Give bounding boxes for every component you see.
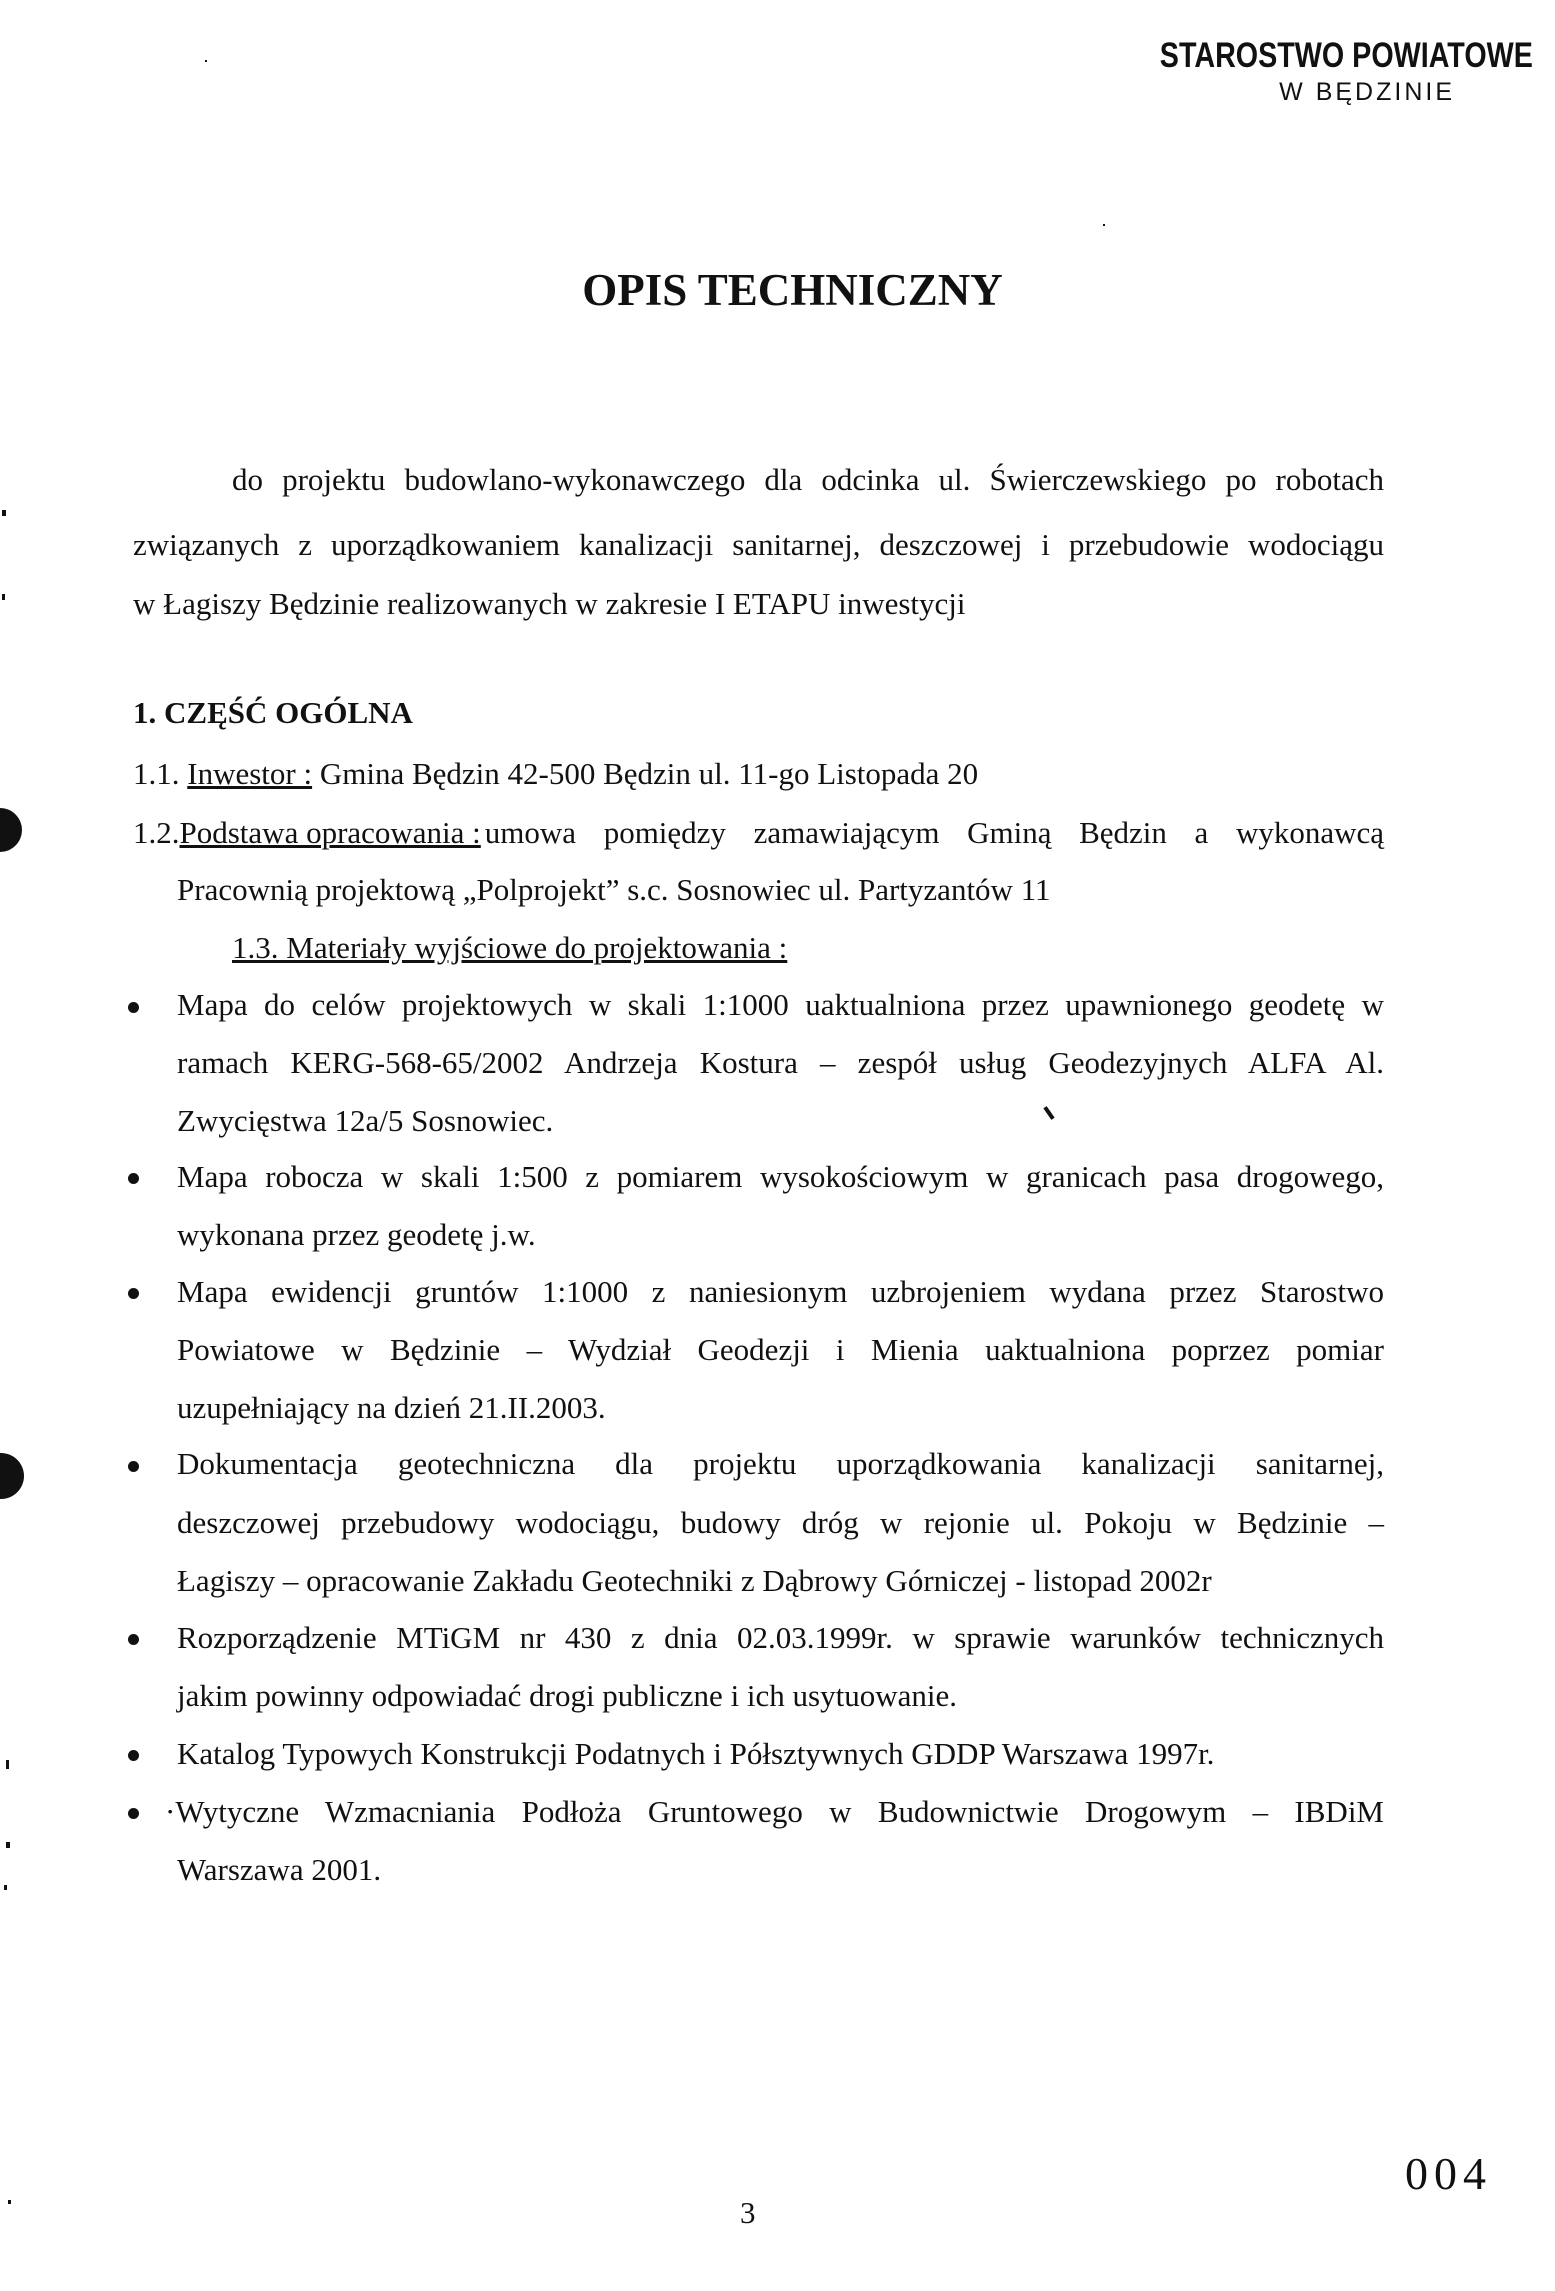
bullet-dot — [128, 1002, 139, 1013]
list-item-line: Dokumentacja geotechniczna dla projektu uporządkowania kanalizacji sanitarnej, — [177, 1446, 1384, 1481]
page-number: 3 — [740, 2195, 756, 2230]
list-item-line: Mapa ewidencji gruntów 1:1000 z naniesionym uzbrojeniem wydana przez Starostwo — [177, 1274, 1384, 1309]
document-title: OPIS TECHNICZNY — [582, 265, 1003, 315]
punch-hole-mark — [0, 1453, 24, 1499]
list-item-line: Mapa robocza w skali 1:500 z pomiarem wysokościowym w granicach pasa drogowego, — [177, 1159, 1384, 1194]
list-item-line: jakim powinny odpowiadać drogi publiczne i ich usytuowanie. — [177, 1678, 957, 1713]
list-item-line: uzupełniający na dzień 21.II.2003. — [177, 1390, 606, 1425]
stamp-office-location: W BĘDZINIE — [1279, 78, 1455, 106]
list-item-line: Łagiszy – opracowanie Zakładu Geotechniki z Dąbrowy Górniczej - listopad 2002r — [177, 1563, 1212, 1598]
item-number: 1.2. — [133, 815, 180, 850]
scan-speck — [2, 510, 6, 516]
scan-speck — [1103, 224, 1105, 226]
list-item-line: Mapa do celów projektowych w skali 1:1000 uaktualniona przez upawnionego geodetę w — [177, 987, 1384, 1022]
list-item-line: Zwycięstwa 12a/5 Sosnowiec. — [177, 1103, 554, 1138]
list-item-line: Rozporządzenie MTiGM nr 430 z dnia 02.03.1999r. w sprawie warunków technicznych — [177, 1620, 1384, 1655]
list-item-line: ramach KERG-568-65/2002 Andrzeja Kostura – zespół usług Geodezyjnych ALFA Al. — [177, 1045, 1384, 1080]
item-basis-line-2: Pracownią projektową „Polprojekt” s.c. Sosnowiec ul. Partyzantów 11 — [177, 872, 1051, 907]
list-item-line: Katalog Typowych Konstrukcji Podatnych i Półsztywnych GDDP Warszawa 1997r. — [177, 1736, 1215, 1771]
scan-speck — [2, 594, 5, 600]
item-number: 1.1. — [133, 756, 180, 791]
item-label: Podstawa opracowania : — [179, 815, 481, 850]
office-stamp — [1095, 36, 1533, 106]
intro-line-2: związanych z uporządkowaniem kanalizacji sanitarnej, deszczowej i przebudowie wodociągu — [133, 527, 1384, 562]
bullet-dot — [128, 1808, 139, 1819]
item-materials-heading: 1.3. Materiały wyjściowe do projektowania : — [232, 930, 788, 965]
intro-line-1: do projektu budowlano-wykonawczego dla odcinka ul. Świerczewskiego po robotach — [232, 462, 1384, 497]
item-basis — [133, 813, 1384, 853]
item-text: Gmina Będzin 42-500 Będzin ul. 11-go Listopada 20 — [312, 756, 979, 791]
intro-line-3: w Łagiszy Będzinie realizowanych w zakresie I ETAPU inwestycji — [133, 586, 966, 621]
scan-speck — [6, 1760, 9, 1769]
item-text: umowa pomiędzy zamawiającym Gminą Będzin a wykonawcą — [484, 815, 1384, 850]
stamp-office-name: STAROSTWO POWIATOWE — [1159, 36, 1533, 75]
item-investor — [133, 754, 978, 794]
list-item-line: wykonana przez geodetę j.w. — [177, 1217, 536, 1252]
list-item-line: Warszawa 2001. — [177, 1852, 382, 1887]
list-item-line: ·Wytyczne Wzmacniania Podłoża Gruntowego w Budownictwie Drogowym – IBDiM — [165, 1794, 1384, 1829]
item-label: Inwestor : — [187, 756, 313, 791]
bullet-dot — [128, 1173, 139, 1184]
scan-speck — [6, 1842, 10, 1848]
scan-speck — [4, 1885, 7, 1890]
bullet-dot — [128, 1288, 139, 1299]
scan-speck — [205, 60, 207, 62]
bullet-dot — [128, 1750, 139, 1761]
scan-speck — [1043, 1106, 1054, 1120]
document-number: 004 — [1405, 2148, 1492, 2199]
list-item-line: deszczowej przebudowy wodociągu, budowy dróg w rejonie ul. Pokoju w Będzinie – — [177, 1505, 1384, 1540]
bullet-dot — [128, 1634, 139, 1645]
bullet-dot — [128, 1461, 139, 1472]
punch-hole-mark — [0, 808, 22, 852]
scan-speck — [8, 2200, 11, 2204]
list-item-line: Powiatowe w Będzinie – Wydział Geodezji i Mienia uaktualniona poprzez pomiar — [177, 1332, 1384, 1367]
section-heading: 1. CZĘŚĆ OGÓLNA — [133, 695, 413, 730]
